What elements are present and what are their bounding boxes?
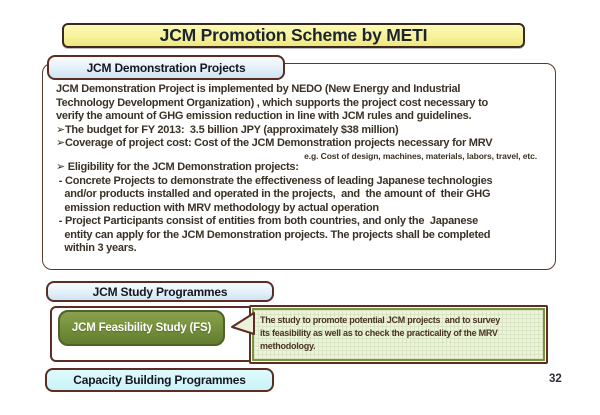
feasibility-study-box — [58, 310, 225, 346]
capacity-header-label: Capacity Building Programmes — [73, 373, 246, 387]
text-line: verify the amount of GHG emission reduction in line with JCM rules and guidelines. — [56, 110, 472, 122]
capacity-section-header — [45, 368, 274, 392]
text-line: - Project Participants consist of entities from both countries, and only the Japanese — [56, 215, 479, 227]
text-line: The study to promote potential JCM projects and to survey — [260, 315, 501, 325]
text-line: entity can apply for the JCM Demonstration projects. The projects shall be completed — [56, 228, 491, 241]
page-number: 32 — [549, 373, 562, 385]
text-line: emission reduction with MRV methodology by actual operation — [56, 201, 379, 214]
text-line: e.g. Cost of design, machines, materials, labors, travel, etc. — [304, 150, 537, 161]
text-line: Technology Development Organization) , which supports the project cost necessary to — [56, 96, 488, 109]
slide-title: JCM Promotion Scheme by METI — [159, 25, 428, 45]
callout-left-arrow-icon — [230, 312, 256, 338]
demonstration-section-header — [47, 55, 285, 80]
demonstration-body-box — [42, 60, 556, 270]
slide-title-box — [62, 23, 525, 48]
text-line: methodology. — [260, 341, 316, 351]
study-section-header — [46, 281, 274, 302]
text-line: ➢Coverage of project cost: Cost of the JCM Demonstration projects necessary for MRV — [56, 137, 493, 149]
text-line: - Concrete Projects to demonstrate the effectiveness of leading Japanese technologies — [56, 174, 493, 187]
text-line: and/or products installed and operated in the projects, and the amount of their GHG — [56, 188, 491, 200]
text-line: within 3 years. — [56, 242, 137, 254]
demonstration-header-label: JCM Demonstration Projects — [86, 60, 246, 75]
text-line: JCM Demonstration Project is implemented by NEDO (New Energy and Industrial — [56, 83, 461, 95]
study-header-label: JCM Study Programmes — [92, 284, 228, 299]
feasibility-callout-text — [252, 308, 545, 361]
text-line: ➢ Eligibility for the JCM Demonstration projects: — [56, 161, 299, 173]
feasibility-callout — [249, 305, 548, 364]
text-line: ➢The budget for FY 2013: 3.5 billion JPY (approximately $38 million) — [56, 123, 399, 136]
feasibility-study-label: JCM Feasibility Study (FS) — [71, 322, 212, 334]
text-line: its feasibility as well as to check the practicality of the MRV — [260, 328, 498, 338]
